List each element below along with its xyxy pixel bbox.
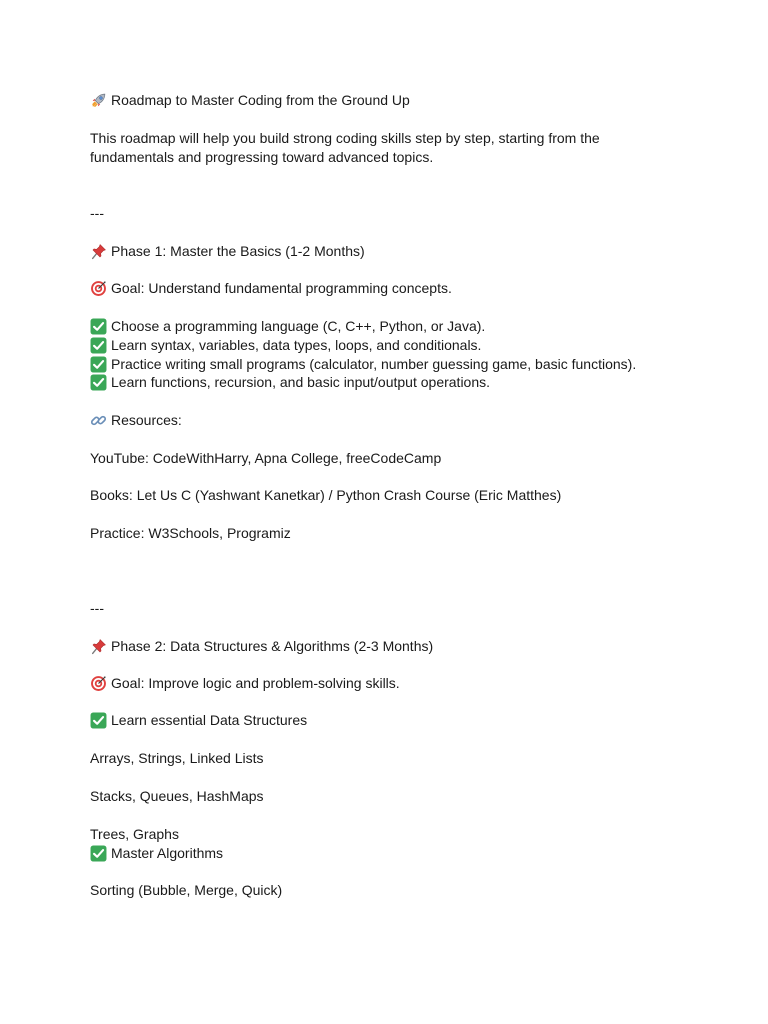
- data-structure-item: Arrays, Strings, Linked Lists: [90, 750, 264, 766]
- title-text: Roadmap to Master Coding from the Ground Up: [111, 92, 410, 108]
- resource-item: Practice: W3Schools, Programiz: [90, 525, 291, 541]
- phase-2-goal-text: Goal: Improve logic and problem-solving skills.: [111, 675, 400, 691]
- check-mark-icon: [90, 845, 107, 862]
- checklist-item: [90, 317, 485, 336]
- checklist-item-text: Choose a programming language (C, C++, Python, or Java).: [111, 318, 486, 334]
- data-structures-heading: [90, 711, 307, 730]
- phase-1-heading: [90, 242, 365, 261]
- link-icon: [90, 412, 107, 429]
- phase-2-heading-text: Phase 2: Data Structures & Algorithms (2-3 Months): [111, 638, 434, 654]
- phase-1-goal-text: Goal: Understand fundamental programming concepts.: [111, 280, 452, 296]
- target-icon: [90, 280, 107, 297]
- algorithms-heading-text: Master Algorithms: [111, 845, 224, 861]
- check-mark-icon: [90, 318, 107, 335]
- intro-paragraph-line-1: This roadmap will help you build strong coding skills step by step, starting from the: [90, 130, 600, 146]
- checklist-item-text: Practice writing small programs (calculator, number guessing game, basic functions).: [111, 356, 637, 372]
- resources-heading-text: Resources:: [111, 412, 182, 428]
- resource-item: Books: Let Us C (Yashwant Kanetkar) / Python Crash Course (Eric Matthes): [90, 487, 562, 503]
- check-mark-icon: [90, 712, 107, 729]
- phase-1-goal: [90, 279, 452, 298]
- phase-1-heading-text: Phase 1: Master the Basics (1-2 Months): [111, 243, 365, 259]
- algorithms-heading: [90, 844, 223, 863]
- checklist-item: [90, 373, 490, 392]
- section-divider: ---: [90, 205, 104, 221]
- resources-heading: [90, 411, 182, 430]
- check-mark-icon: [90, 374, 107, 391]
- resource-item: YouTube: CodeWithHarry, Apna College, freeCodeCamp: [90, 450, 442, 466]
- data-structure-item: Trees, Graphs: [90, 826, 179, 842]
- pushpin-icon: [90, 243, 107, 260]
- checklist-item-text: Learn syntax, variables, data types, loops, and conditionals.: [111, 337, 482, 353]
- target-icon: [90, 675, 107, 692]
- algorithm-item: Sorting (Bubble, Merge, Quick): [90, 882, 283, 898]
- rocket-icon: [90, 92, 107, 109]
- data-structures-heading-text: Learn essential Data Structures: [111, 712, 308, 728]
- intro-paragraph-line-2: fundamentals and progressing toward advanced topics.: [90, 149, 434, 165]
- phase-2-goal: [90, 674, 400, 693]
- checklist-item-text: Learn functions, recursion, and basic input/output operations.: [111, 374, 491, 390]
- check-mark-icon: [90, 356, 107, 373]
- document-title: [90, 91, 410, 110]
- section-divider: ---: [90, 600, 104, 616]
- checklist-item: [90, 336, 481, 355]
- check-mark-icon: [90, 337, 107, 354]
- phase-2-heading: [90, 637, 433, 656]
- checklist-item: [90, 355, 636, 374]
- pushpin-icon: [90, 638, 107, 655]
- data-structure-item: Stacks, Queues, HashMaps: [90, 788, 264, 804]
